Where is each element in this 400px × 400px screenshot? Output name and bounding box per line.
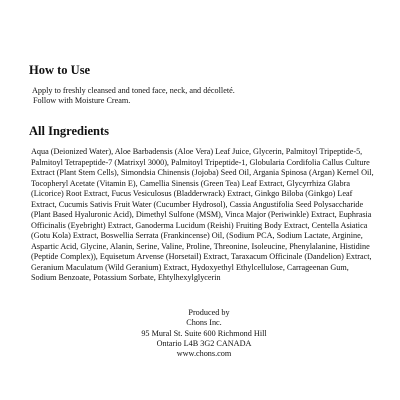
address-line-2: Ontario L4B 3G2 CANADA — [156, 338, 252, 348]
ingredients-list: Aqua (Deionized Water), Aloe Barbadensis (Aloe Vera) Leaf Juice, Glycerin, Palmitoyl Tripeptide-5, Palmitoyl Tetrapeptide-7 (Matrixyl 3000), Palmitoyl Tripeptide-1, Globularia Cordifolia Callus Culture Extract (Plant Stem Cells), Simondsia Chinensis (Jojoba) Seed Oil, Argania Spinosa (Argan) Kernel Oil, Tocopheryl Acetate (Vitamin E), Camellia Sinensis (Green Tea) Leaf Extract, Glycyrrhiza Glabra (Licorice) Root Extract, Fucus Vesiculosus (Bladderwrack) Extract, Ginkgo Biloba (Ginkgo) Leaf Extract, Cucumis Sativis Fruit Water (Cucumber Hydrosol), Cassia Angustifolia Seed Polysaccharide (Plant Based Hyaluronic Acid), Dimethyl Sulfone (MSM), Vinca Major (Periwinkle) Extract, Euphrasia Officinalis (Eyebright) Extract, Ganoderma Lucidum (Reishi) Fruiting Body Extract, Centella Asiatica (Gotu Kola) Extract, Boswellia Serrata (Frankincense) Oil, (Sodium PCA, Sodium Lactate, Arginine, Aspartic Acid, Glycine, Alanin, Serine, Valine, Proline, Threonine, Isoleucine, Phenylalanine, Histidine (Peptide Complex)), Equisetum Arvense (Horsetail) Extract, Taraxacum Officinale (Dandelion) Extract, Geranium Maculatum (Wild Geranium) Extract, Hydoxyethyl Ethylcellulose, Carrageenan Gum, Sodium Benzoate, Potassium Sorbate, Ehtylhexylglycerin — [31, 147, 374, 282]
company-name: Chons Inc. — [186, 318, 222, 328]
produced-by-label: Produced by — [188, 308, 230, 317]
instruction-line: Apply to freshly cleansed and toned face, neck, and décolleté. — [32, 86, 235, 95]
website: www.chons.com — [176, 349, 232, 359]
address-line-1: 95 Mural St. Suite 600 Richmond Hill — [141, 328, 267, 338]
all-ingredients-heading: All Ingredients — [29, 124, 109, 138]
instruction-line: Follow with Moisture Cream. — [33, 95, 131, 105]
producer-info — [0, 308, 400, 359]
how-to-use-heading: How to Use — [29, 63, 91, 77]
how-to-use-instructions — [32, 86, 362, 105]
